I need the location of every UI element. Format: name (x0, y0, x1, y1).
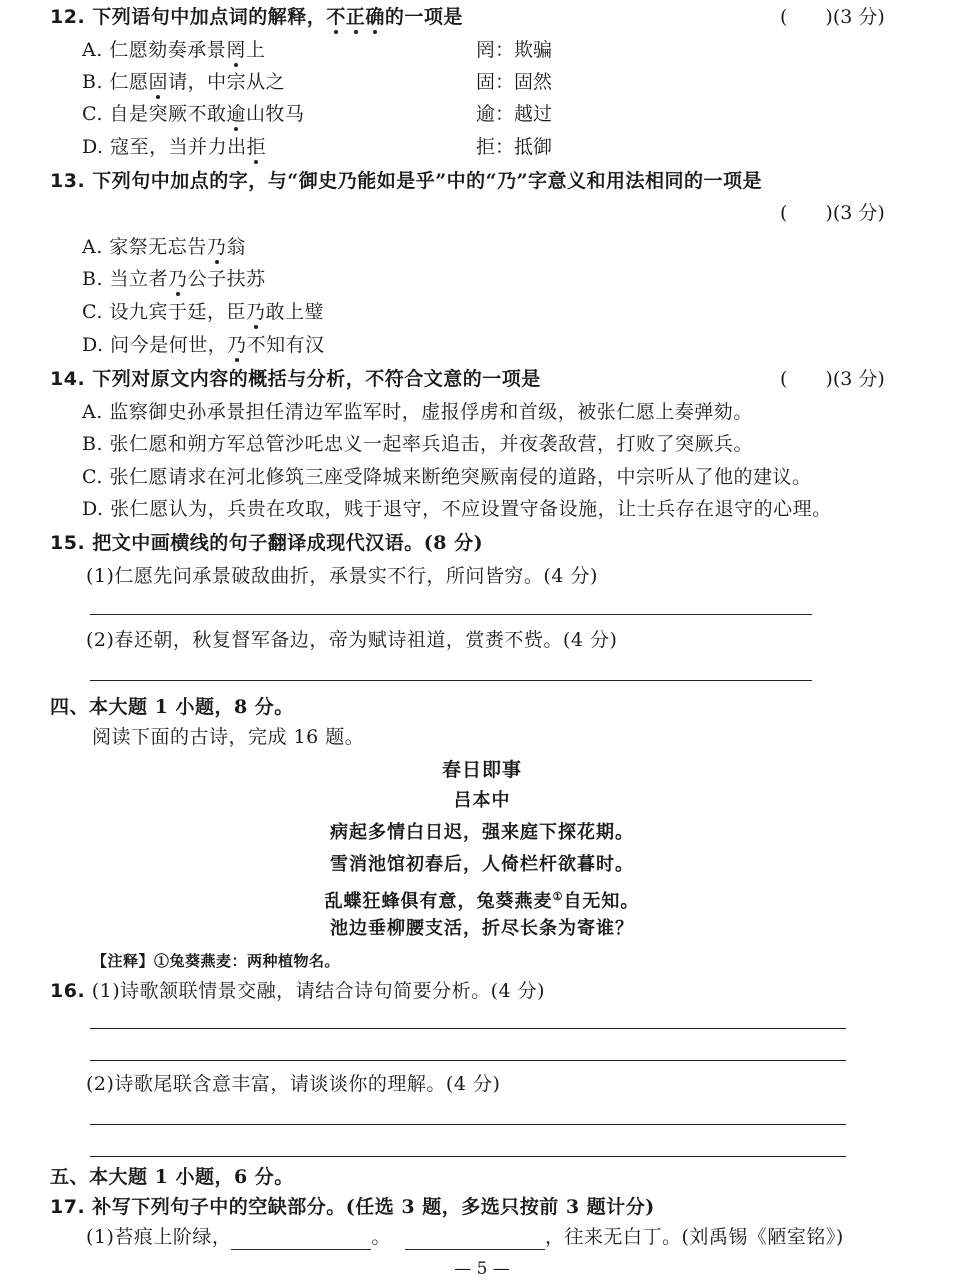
poem-line-2: 雪消池馆初春后，人倚栏杆欲暮时。 (330, 854, 634, 875)
q12-option-d: D. 寇至，当并力出拒 (82, 136, 267, 158)
q16-sub2: (2)诗歌尾联含意丰富，请谈谈你的理解。(4 分) (86, 1073, 501, 1095)
q13-score: ( )(3 分) (780, 202, 885, 224)
q14-option-c: C. 张仁愿请求在河北修筑三座受降城来断绝突厥南侵的道路，中宗听从了他的建议。 (82, 466, 812, 488)
q12-stem: 12. 下列语句中加点词的解释，不正确的一项是 (50, 6, 463, 28)
poem-line-1: 病起多情白日迟，强来庭下探花期。 (330, 822, 634, 843)
q13-option-d: D. 问今是何世，乃不知有汉 (82, 334, 325, 356)
q15-sub2: (2)春还朝，秋复督军备边，帝为赋诗祖道，赏赉不赀。(4 分) (86, 629, 618, 651)
footnote-marker: ① (552, 890, 564, 903)
q12-option-a: A. 仁愿劾奏承景罔上 (82, 39, 266, 61)
q16-answer-line-4[interactable] (90, 1156, 846, 1157)
poem-author: 吕本中 (453, 790, 511, 811)
q16-answer-line-3[interactable] (90, 1124, 846, 1125)
q12-option-b: B. 仁愿固请，中宗从之 (82, 71, 286, 93)
q12-emphasis: 不正确 (326, 6, 385, 28)
q15-answer-line-2[interactable] (90, 680, 812, 681)
q15-stem: 15. 把文中画横线的句子翻译成现代汉语。(8 分) (50, 532, 484, 554)
q12-gloss-d: 拒：抵御 (476, 136, 553, 158)
q16-answer-line-1[interactable] (90, 1028, 846, 1029)
section4-intro: 阅读下面的古诗，完成 16 题。 (92, 726, 365, 748)
q13-stem: 13. 下列句中加点的字，与“御史乃能如是乎”中的“乃”字意义和用法相同的一项是 (50, 170, 763, 192)
q16-answer-line-2[interactable] (90, 1060, 846, 1061)
q14-option-a: A. 监察御史孙承景担任清边军监军时，虚报俘虏和首级，被张仁愿上奏弹劾。 (82, 401, 753, 423)
poem-title: 春日即事 (441, 759, 522, 781)
q17-blank-1[interactable] (231, 1229, 371, 1250)
page-number: — 5 — (454, 1259, 510, 1279)
q12-number: 12. (50, 6, 86, 28)
q13-option-b: B. 当立者乃公子扶苏 (82, 268, 266, 290)
q17-stem: 17. 补写下列句子中的空缺部分。(任选 3 题，多选只按前 3 题计分) (50, 1196, 655, 1218)
section5-heading: 五、本大题 1 小题，6 分。 (50, 1166, 294, 1188)
q17-sub1: (1)苔痕上阶绿， 。 ，往来无白丁。(刘禹锡《陋室铭》) (86, 1226, 844, 1248)
section4-heading: 四、本大题 1 小题，8 分。 (50, 696, 294, 718)
poem-line-4: 池边垂柳腰支活，折尽长条为寄谁？ (330, 918, 634, 939)
q17-blank-2[interactable] (405, 1229, 545, 1250)
poem-line-3: 乱蝶狂蜂俱有意，兔葵燕麦①自无知。 (324, 890, 640, 912)
q16-sub1-row: 16. (1)诗歌颔联情景交融，请结合诗句简要分析。(4 分) (50, 980, 546, 1002)
q12-gloss-b: 固：固然 (476, 71, 553, 93)
q13-option-a: A. 家祭无忘告乃翁 (82, 236, 246, 258)
q12-score: ( )(3 分) (780, 6, 885, 28)
q15-sub1: (1)仁愿先问承景破敌曲折，承景实不行，所问皆穷。(4 分) (86, 565, 598, 587)
q15-answer-line-1[interactable] (90, 614, 812, 615)
q14-score: ( )(3 分) (780, 368, 885, 390)
q13-option-c: C. 设九宾于廷，臣乃敢上璧 (82, 301, 324, 323)
q12-option-c: C. 自是突厥不敢逾山牧马 (82, 103, 305, 125)
q14-option-d: D. 张仁愿认为，兵贵在攻取，贱于退守，不应设置守备设施，让士兵存在退守的心理。 (82, 498, 832, 520)
q14-stem: 14. 下列对原文内容的概括与分析，不符合文意的一项是 (50, 368, 541, 390)
q14-option-b: B. 张仁愿和朔方军总管沙吒忠义一起率兵追击，并夜袭敌营，打败了突厥兵。 (82, 433, 754, 455)
q12-gloss-c: 逾：越过 (476, 103, 553, 125)
q12-gloss-a: 罔：欺骗 (476, 39, 553, 61)
poem-note: 【注释】①兔葵燕麦：两种植物名。 (92, 952, 341, 970)
